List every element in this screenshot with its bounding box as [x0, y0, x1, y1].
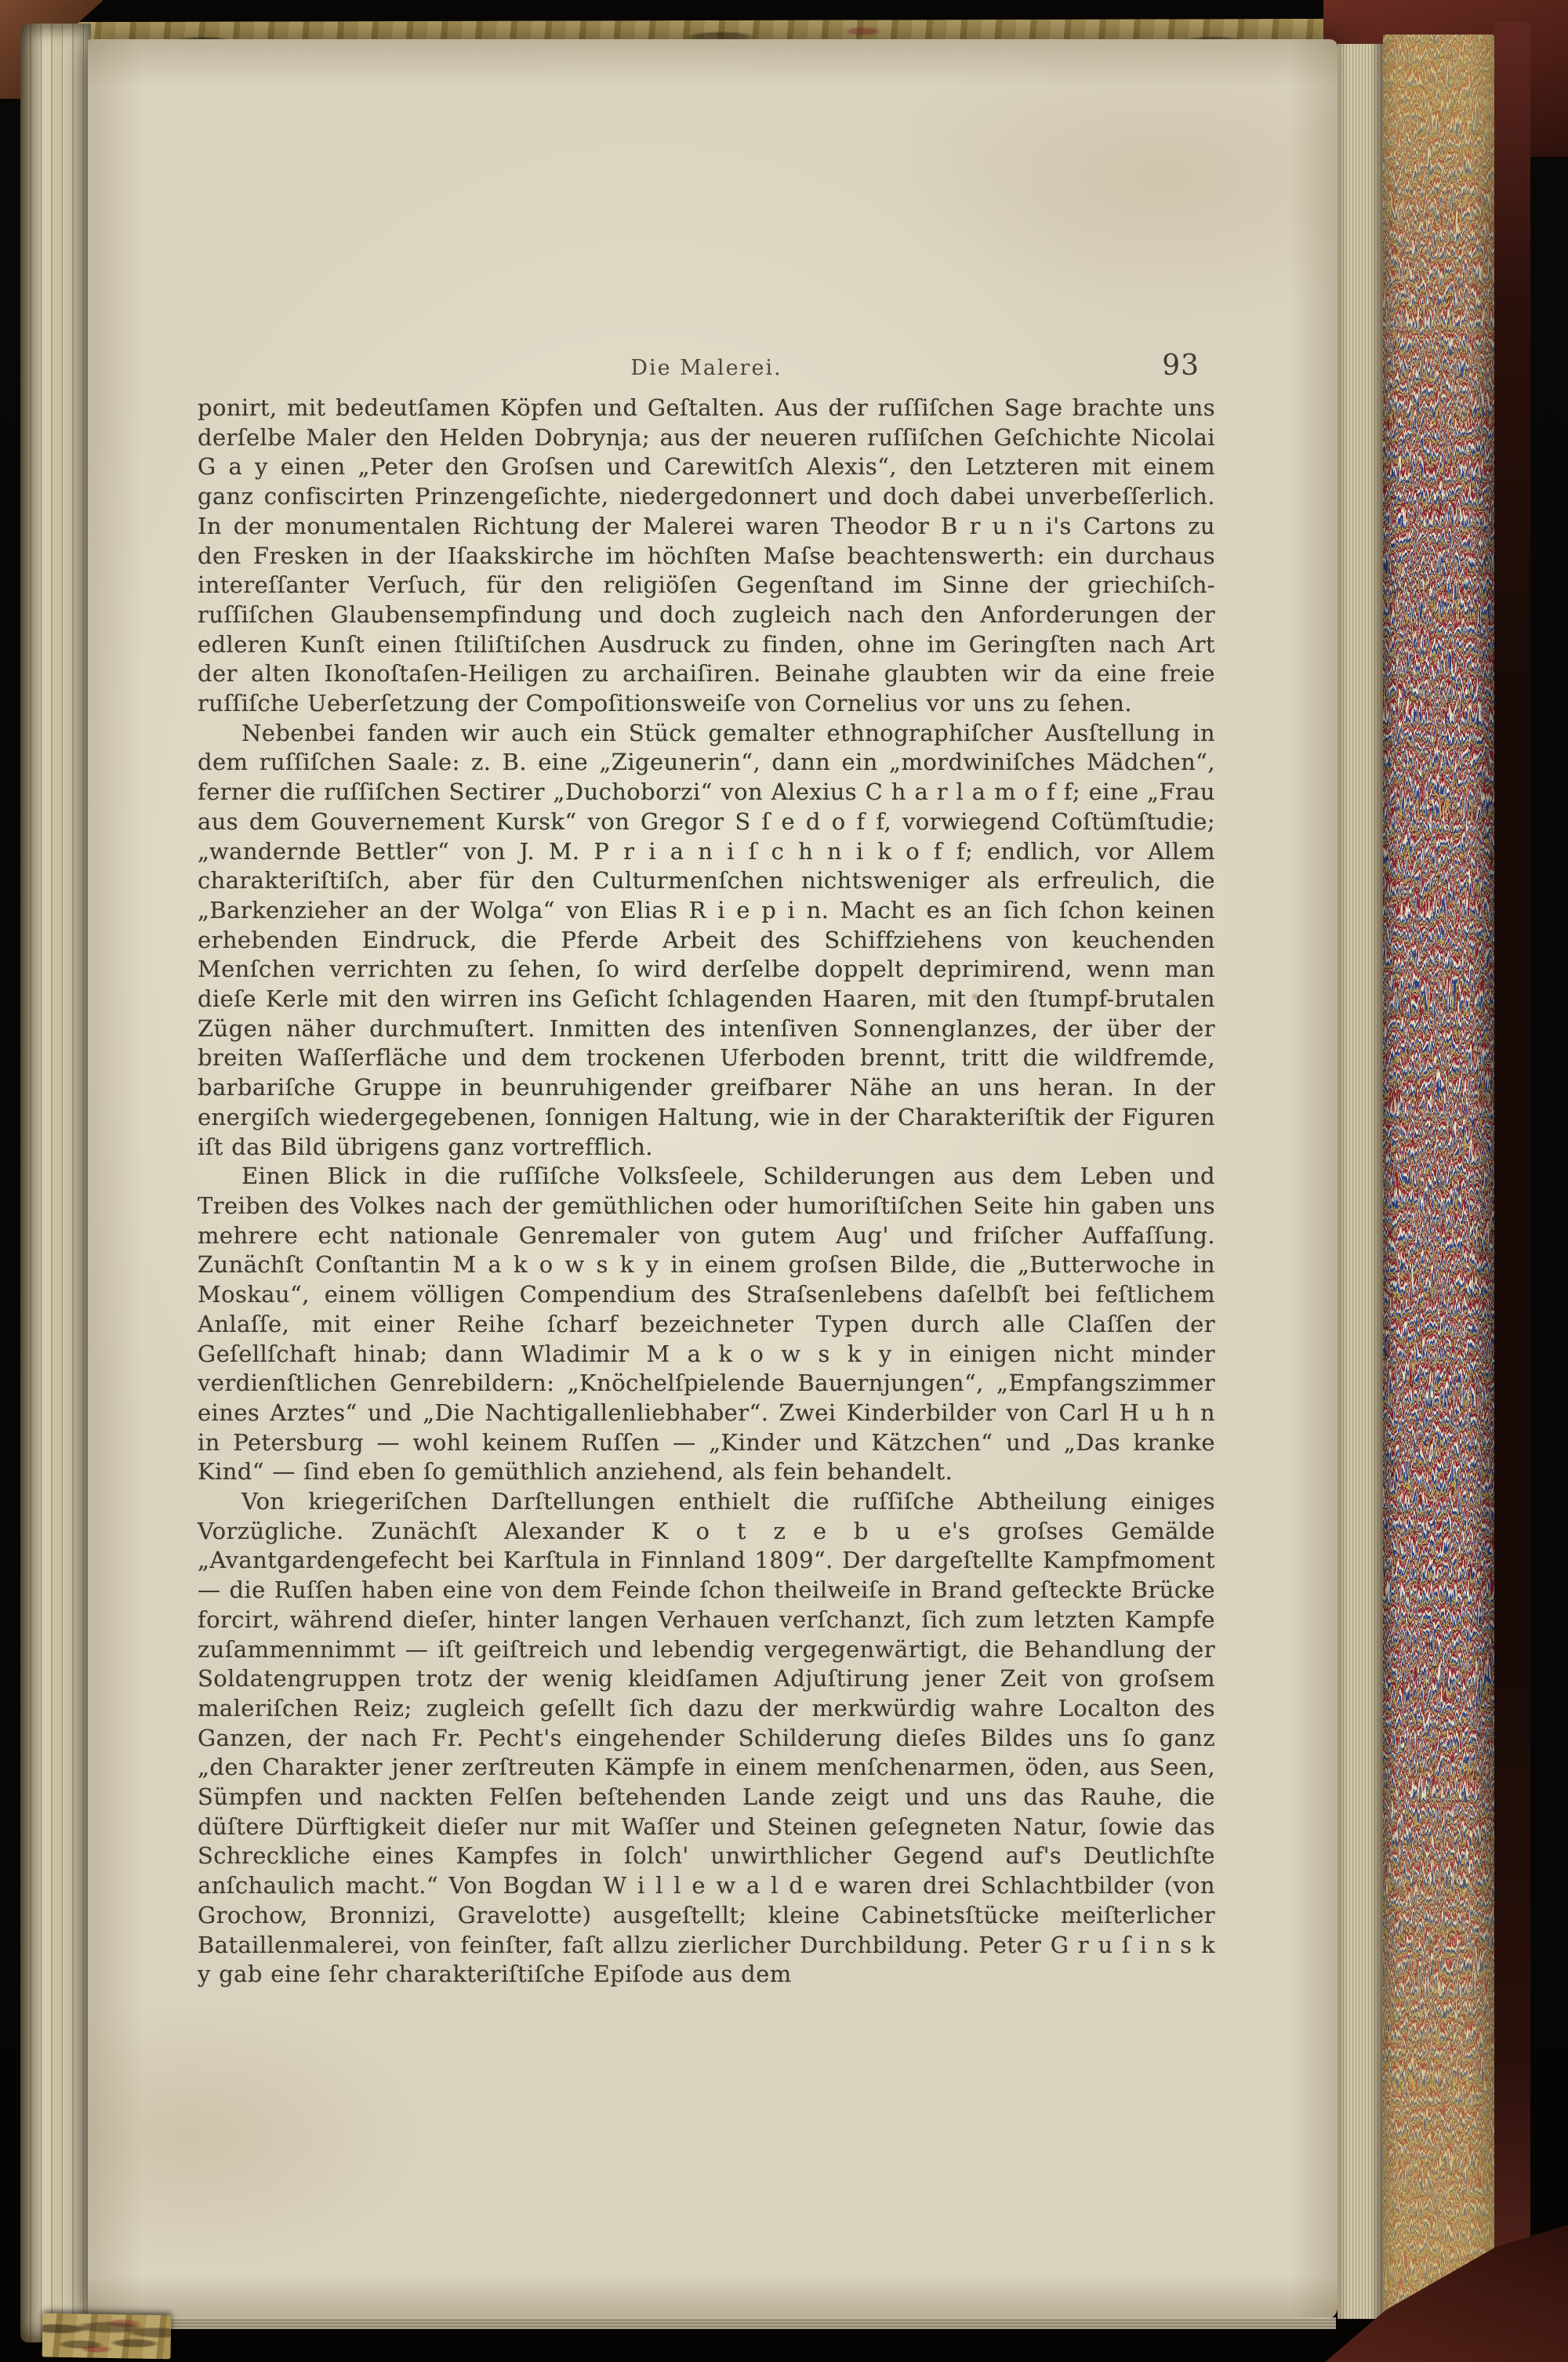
spine-leather [1494, 22, 1530, 2339]
marble-shading [1383, 34, 1494, 2333]
paragraph: Einen Blick in die ruſſiſche Volksſeele, Schilderungen aus dem Leben und Treiben des Volkes nach der gemüthlichen oder humoriſtiſchen Seite hin gaben uns mehrere echt nationale Genremaler von gutem Aug' und friſcher Auffaſſung. Zunächſt Conſtantin M a k o w s k y in einem groſsen Bilde, die „Butterwoche in Moskau“, einem völligen Compendium des Straſsenlebens daſelbſt bei feſtlichem Anlaſſe, mit einer Reihe ſcharf bezeichneter Typen durch alle Claſſen der Geſellſchaft hinab; dann Wladimir M a k o w s k y in einigen nicht minder verdienſtlichen Genrebildern: „Knöchelſpielende Bauernjungen“, „Empfangszimmer eines Arztes“ und „Die Nachtigallenliebhaber“. Zwei Kinderbilder von Carl H u h n in Petersburg — wohl keinem Ruſſen — „Kinder und Kätzchen“ und „Das kranke Kind“ — ſind eben ſo gemüthlich anziehend, als fein behandelt. [198, 1163, 1215, 1486]
running-head [198, 350, 1215, 389]
page-number: 93 [1162, 350, 1200, 382]
page-stack-fore-edge [1338, 44, 1383, 2319]
body-text [198, 394, 1215, 1990]
paragraph: Von kriegeriſchen Darſtellungen enthielt die ruſſiſche Abtheilung einiges Vorzügliche. Zunächſt Alexander K o t z e b u e's groſses Gemälde „Avantgardengefecht bei Karſtula in Finnland 1809“. Der dargeſtellte Kampfmoment — die Ruſſen haben eine von dem Feinde ſchon theilweiſe in Brand geſteckte Brücke forcirt, während dieſer, hinter langen Verhauen verſchanzt, ſich zum letzten Kampfe zuſammennimmt — iſt geiſtreich und lebendig vergegenwärtigt, die Behandlung der Soldatengruppen trotz der wenig kleidſamen Adjuſtirung jener Zeit von groſsem maleriſchen Reiz; zugleich geſellt ſich dazu der merkwürdig wahre Localton des Ganzen, der nach Fr. Pecht's eingehender Schilderung dieſes Bildes uns ſo ganz „den Charakter jener zerſtreuten Kämpfe in einem menſchenarmen, öden, aus Seen, Sümpfen und nackten Felſen beſtehenden Lande zeigt und uns das Rauhe, die düſtere Dürftigkeit dieſer nur mit Waſſer und Steinen geſegneten Natur, ſowie das Schreckliche eines Kampfes in ſolch' unwirthlicher Gegend auf's Deutlichſte anſchaulich macht.“ Von Bogdan W i l l e w a l d e waren drei Schlachtbilder (von Grochow, Bronnizi, Gravelotte) ausgeſtellt; kleine Cabinetsſtücke meiſterlicher Bataillenmalerei, von feinſter, faſt allzu zierlicher Durchbildung. Peter G r u ſ i n s k y gab eine ſehr charakteriſtiſche Epiſode aus dem [198, 1488, 1215, 1988]
marbled-endpaper-strip [1383, 34, 1494, 2333]
page-stack-bottom-edge [94, 2317, 1336, 2329]
marbled-board-bottom-edge [42, 2313, 172, 2360]
paragraph: Nebenbei fanden wir auch ein Stück gemalter ethnographiſcher Ausſtellung in dem ruſſiſchen Saale: z. B. eine „Zigeunerin“, dann ein „mordwiniſches Mädchen“, ferner die ruſſiſchen Sectirer „Duchoborzi“ von Alexius C h a r l a m o f f; eine „Frau aus dem Gouvernement Kursk“ von Gregor S ſ e d o f f, vorwiegend Coſtümſtudie; „wandernde Bettler“ von J. M. P r i a n i ſ c h n i k o f f; endlich, vor Allem charakteriſtiſch, aber für den Culturmenſchen nichtsweniger als erfreulich, die „Barkenzieher an der Wolga“ von Elias R i e p i n. Macht es an ſich ſchon keinen erhebenden Eindruck, die Pferde Arbeit des Schiffziehens von keuchenden Menſchen verrichten zu ſehen, ſo wird derſelbe doppelt deprimirend, wenn man dieſe Kerle mit den wirren ins Geſicht ſchlagenden Haaren, mit den ſtumpf-brutalen Zügen näher durchmuſtert. Inmitten des intenſiven Sonnenglanzes, der über der breiten Waſſerfläche und dem trockenen Uferboden brennt, tritt die wildfremde, barbariſche Gruppe in beunruhigender greifbarer Nähe an uns heran. In der energiſch wiedergegebenen, ſonnigen Haltung, wie in der Charakteriſtik der Figuren iſt das Bild übrigens ganz vortrefflich. [198, 719, 1215, 1160]
book-page [88, 39, 1338, 2319]
running-title: Die Malerei. [630, 356, 782, 380]
page-stack-left-edge [20, 24, 91, 2342]
paragraph: ponirt, mit bedeutſamen Köpfen und Geſtalten. Aus der ruſſiſchen Sage brachte uns derſelbe Maler den Helden Dobrynja; aus der neueren ruſſiſchen Geſchichte Nicolai G a y einen „Peter den Groſsen und Carewitſch Alexis“, den Letzteren mit einem ganz confiscirten Prinzengeſichte, niedergedonnert und doch dabei unverbeſſerlich. In der monumentalen Richtung der Malerei waren Theodor B r u n i's Cartons zu den Fresken in der Iſaakskirche im höchſten Maſse beachtenswerth: ein durchaus intereſſanter Verſuch, für den religiöſen Gegenſtand im Sinne der griechiſch-ruſſiſchen Glaubensempfindung und doch zugleich nach den Anforderungen der edleren Kunſt einen ſtiliſtiſchen Ausdruck zu finden, ohne im Geringſten nach Art der alten Ikonoſtaſen-Heiligen zu archaiſiren. Beinahe glaubten wir da eine freie ruſſiſche Ueberſetzung der Compoſitionsweiſe von Cornelius vor uns zu ſehen. [198, 394, 1215, 717]
